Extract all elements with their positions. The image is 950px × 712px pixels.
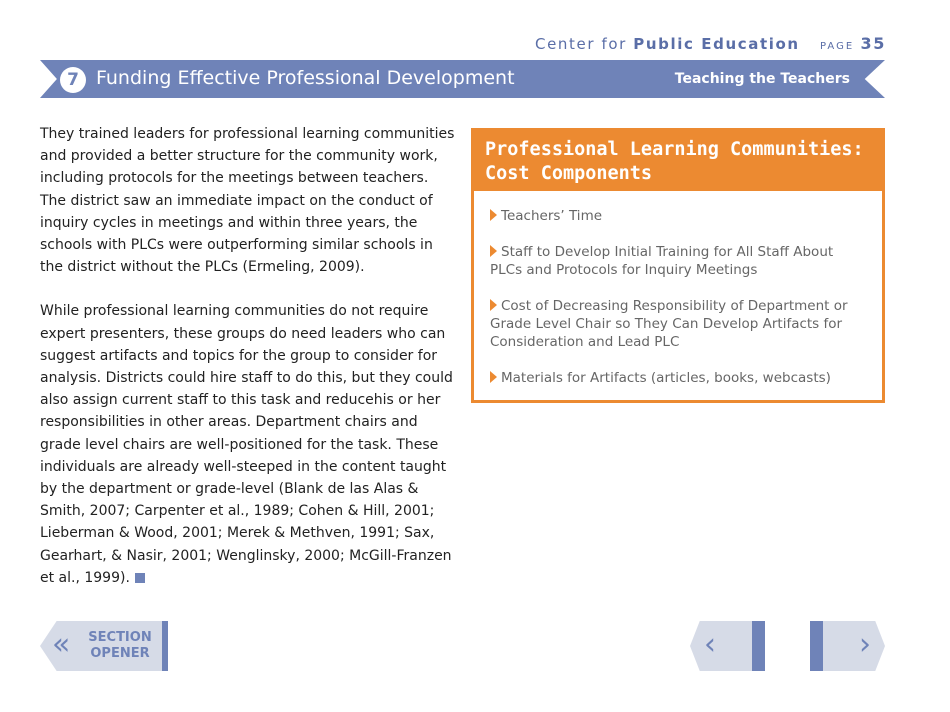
cost-list bbox=[474, 191, 882, 387]
org-name: Public Education bbox=[633, 35, 800, 53]
paragraph-1-text: They trained leaders for professional learning communities and provided a better structure for the community work, including protocols for the meetings between teachers. The district saw an immediate impact on the conduct of inquiry cycles in meetings and within three years, the schools with PLCs were outperforming similar schools in the district without the PLCs (Ermeling, 2009). bbox=[40, 126, 455, 276]
sidebar-title-line-2: Cost Components bbox=[485, 163, 653, 184]
org-prefix: Center for bbox=[535, 35, 627, 53]
paragraph-2-text: While professional learning communities do not require expert presenters, these groups do need leaders who can suggest artifacts and topics for the group to consider for analysis. Districts could hire staff to do this, but they could also assign current staff to this task and reducehis or her responsibilities in other areas. Department chairs and grade level chairs are well-positioned for the task. These individuals are already well-steeped in the content taught by the department or grade-level (Blank de las Alas & Smith, 2007; Carpenter et al., 1989; Cohen & Hill, 2001; Lieberman & Wood, 2001; Merek & Methven, 1991; Sax, Gearhart, & Nasir, 2001; Wenglinsky, 2000; McGill-Franzen et al., 1999). bbox=[40, 303, 453, 586]
list-item-text: Teachers’ Time bbox=[501, 208, 603, 224]
section-opener-button[interactable] bbox=[40, 621, 168, 671]
double-chevron-left-icon: « bbox=[52, 627, 71, 662]
section-opener-line-2: OPENER bbox=[90, 646, 150, 661]
bullet-triangle-icon bbox=[490, 371, 497, 383]
paragraph bbox=[40, 123, 458, 278]
cost-components-sidebar bbox=[471, 128, 885, 403]
previous-page-button[interactable] bbox=[690, 621, 765, 671]
running-head bbox=[535, 34, 886, 53]
end-of-article-icon bbox=[135, 573, 145, 583]
list-item bbox=[490, 297, 868, 351]
next-page-edge bbox=[810, 621, 823, 671]
list-item bbox=[490, 243, 868, 279]
next-page-button[interactable] bbox=[810, 621, 885, 671]
list-item-text: Staff to Develop Initial Training for All Staff About PLCs and Protocols for Inquiry Meetings bbox=[490, 244, 834, 278]
page-label: PAGE bbox=[820, 41, 855, 52]
bullet-triangle-icon bbox=[490, 209, 497, 221]
body-text bbox=[40, 123, 458, 589]
chevron-right-icon: › bbox=[859, 627, 871, 662]
paragraph bbox=[40, 300, 458, 589]
sidebar-title-line-1: Professional Learning Communities: bbox=[485, 139, 864, 160]
subsection-title: Teaching the Teachers bbox=[674, 71, 850, 87]
section-title: Funding Effective Professional Development bbox=[96, 67, 515, 89]
section-opener-line-1: SECTION bbox=[88, 630, 152, 645]
bullet-triangle-icon bbox=[490, 299, 497, 311]
list-item-text: Materials for Artifacts (articles, books, webcasts) bbox=[501, 370, 831, 386]
list-item bbox=[490, 207, 868, 225]
list-item-text: Cost of Decreasing Responsibility of Department or Grade Level Chair so They Can Develop Artifacts for Consideration and Lead PLC bbox=[490, 298, 848, 350]
bullet-triangle-icon bbox=[490, 245, 497, 257]
section-opener-label bbox=[80, 630, 160, 662]
page-number: 35 bbox=[860, 34, 886, 53]
list-item bbox=[490, 369, 868, 387]
sidebar-title bbox=[474, 131, 882, 191]
previous-page-edge bbox=[752, 621, 765, 671]
chevron-left-icon: ‹ bbox=[704, 627, 716, 662]
section-number-badge: 7 bbox=[60, 67, 86, 93]
section-opener-edge bbox=[162, 621, 168, 671]
